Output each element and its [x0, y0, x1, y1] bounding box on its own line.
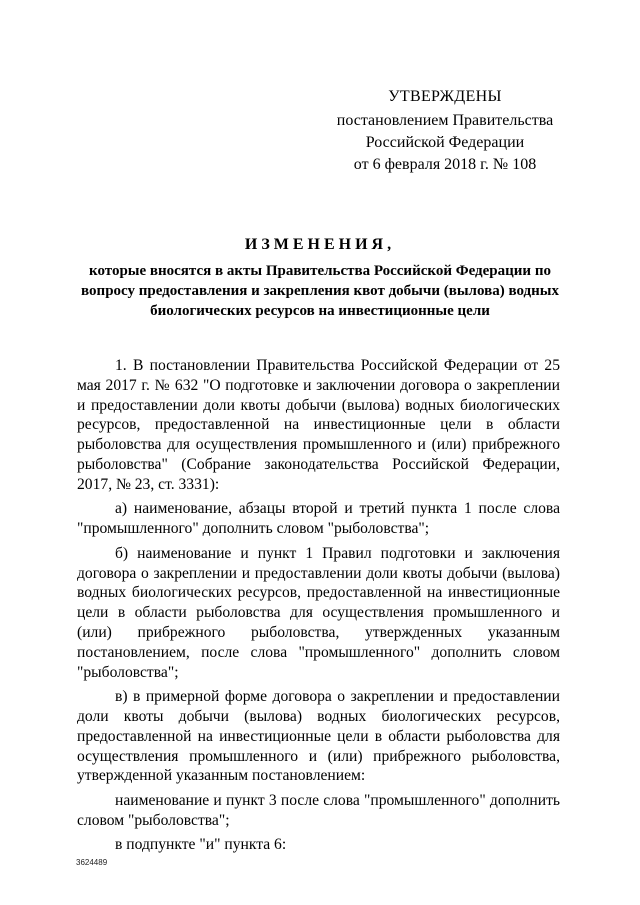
paragraph-name-item3: наименование и пункт 3 после слова "промышленного" дополнить словом "рыболовства"; [77, 791, 560, 829]
paragraph-1: 1. В постановлении Правительства Российской Федерации от 25 мая 2017 г. № 632 "О подготовке и заключении договора о закреплении и предоставлении доли квоты добычи (вылова) водных биологических ресурсов, предоставленной на инвестиционные цели в области рыболовства для осуществления промышленного и (или) прибрежного рыболовства" (Собрание законодательства Российской Федерации, 2017, № 23, ст. 3331): [77, 357, 560, 493]
approval-line-2: Российской Федерации [365, 134, 525, 151]
paragraph-subitem-i: в подпункте "и" пункта 6: [115, 836, 287, 854]
paragraph-a: а) наименование, абзацы второй и третий пункта 1 после слова "промышленного" дополнить словом "рыболовства"; [77, 500, 560, 538]
document-title: ИЗМЕНЕНИЯ, [244, 236, 396, 253]
document-subtitle: которые вносятся в акты Правительства Российской Федерации по вопросу предоставления и закрепления квот добычи (вылова) водных биологических ресурсов на инвестиционные цели [81, 263, 559, 319]
approval-line-3: от 6 февраля 2018 г. № 108 [353, 156, 537, 173]
document-body [77, 356, 560, 860]
paragraph-v: в) в примерной форме договора о закреплении и предоставлении доли квоты добычи (вылова) водных биологических ресурсов, предоставленной на инвестиционные цели в области рыболовства для осуществления промышленного и (или) прибрежного рыболовства, утвержденной указанным постановлением: [77, 688, 560, 785]
document-number: 3624489 [76, 858, 108, 867]
paragraph-b: б) наименование и пункт 1 Правил подготовки и заключения договора о закреплении и предоставлении доли квоты добычи (вылова) водных биологических ресурсов, предоставленной на инвестиционные цели в области рыболовства для осуществления промышленного и (или) прибрежного рыболовства, утвержденных указанным постановлением, после слова "промышленного" дополнить словом "рыболовства"; [77, 544, 560, 681]
approval-line-1: постановлением Правительства [336, 112, 554, 129]
approval-block [330, 86, 560, 176]
approval-heading: УТВЕРЖДЕНЫ [388, 88, 502, 105]
